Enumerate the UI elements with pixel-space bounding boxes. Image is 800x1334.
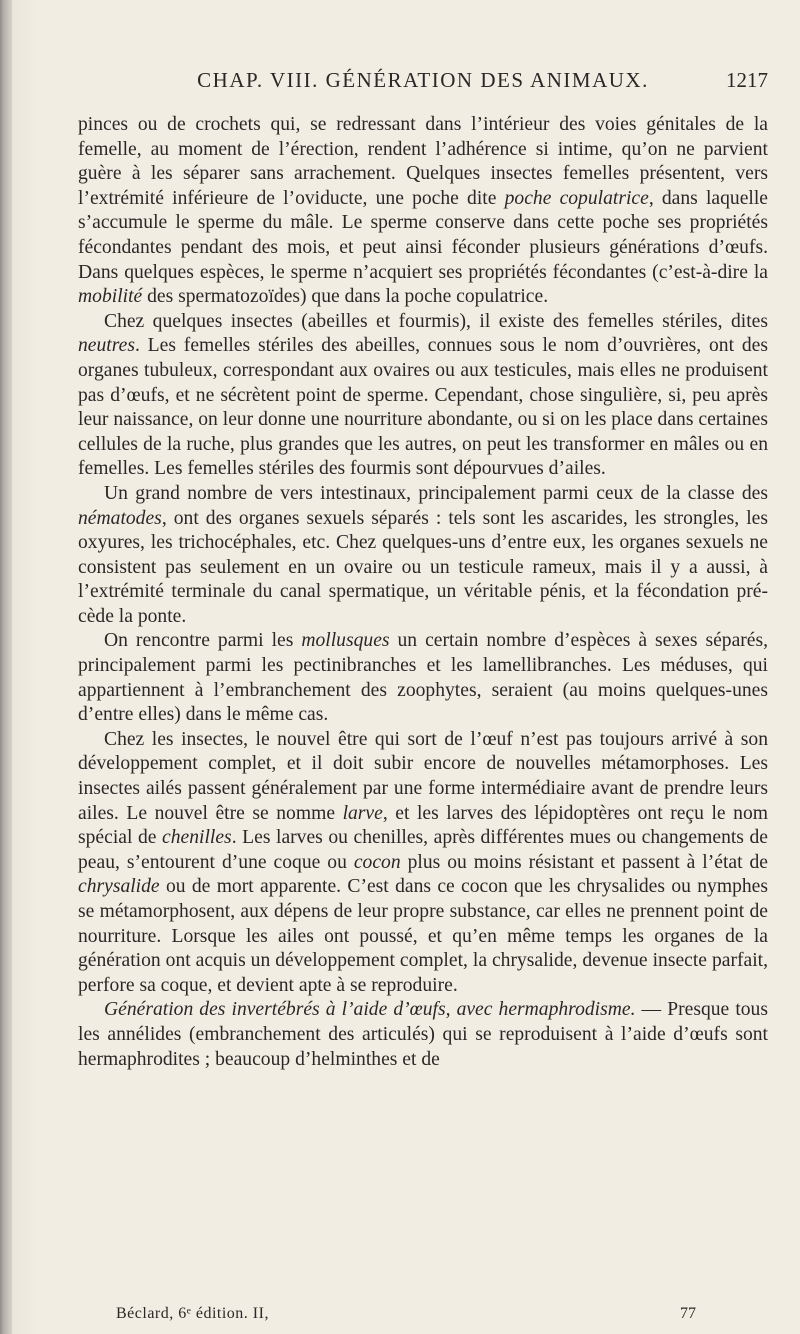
italic-term: neutres <box>78 335 135 357</box>
paragraph-6 <box>78 998 768 1072</box>
section-heading: Génération des invertébrés à l’aide d’œufs, avec hermaphrodisme. <box>104 999 636 1021</box>
paragraph-5 <box>78 728 768 999</box>
text-run: . Les femelles stériles des abeilles, connues sous le nom d’ouvrières, ont des organes tubuleux, correspondant aux ovaires ou aux testicules, mais elles ne produisent pas d’œufs, et ne sécrètent point de sperme. Cependant, chose singulière, si, peu après leur naissance, on leur donne une nourriture abondante, ou si on les place dans certaines cellules de la ruche, plus grandes que les autres, on peut les transformer en mâles ou en femelles. Les femelles stériles des fourmis sont dépourvues d’ailes. <box>78 335 768 480</box>
text-run: Chez quelques insectes (abeilles et fourmis), il existe des femelles stériles, dites <box>104 310 768 332</box>
page-footer <box>116 1305 696 1327</box>
italic-term: nématodes <box>78 507 162 529</box>
text-run: des spermatozoïdes) que dans la poche copulatrice. <box>142 286 549 308</box>
italic-term: mobilité <box>78 286 143 308</box>
paragraph-3 <box>78 482 768 630</box>
text-run: — Presque tous les annélides (embranchement des articulés) qui se reproduisent à l’aide d’œufs sont hermaphrodites ; beaucoup d’helminthes et de <box>78 999 768 1070</box>
text-run: pinces ou de crochets qui, se redressant dans l’intérieur des voies génitales de la femelle, au moment de l’érection, rendent l’adhérence si intime, qu’on ne parvient guère à les séparer sans arrachement. Quelques insectes femelles présentent, vers l’extrémité inférieure de l’oviducte, une poche dite <box>78 114 768 209</box>
page-number: 1217 <box>726 68 768 92</box>
paragraph-4 <box>78 629 768 727</box>
text-run: Un grand nombre de vers intestinaux, principalement parmi ceux de la classe des <box>104 482 768 504</box>
running-title: CHAP. VIII. GÉNÉRATION DES ANIMAUX. <box>197 68 649 92</box>
text-run: On rencontre parmi les <box>104 630 302 652</box>
running-header <box>78 68 768 96</box>
text-run: , dans laquelle s’accumule le sperme du mâle. Le sperme conserve dans cette poche ses propriétés fécondantes pendant des mois, et peut ainsi féconder plusieurs générations d’œufs. Dans quelques espèces, le sperme n’acquiert ses propriétés fécondantes (c’est-à-dire la <box>78 187 768 283</box>
page-body <box>78 113 768 1072</box>
italic-term: chrysalide <box>78 876 160 898</box>
page-spine-shadow <box>0 0 12 1334</box>
text-run: , et les larves des lépidoptères ont reçu le nom spécial de <box>78 802 768 849</box>
italic-term: cocon <box>353 851 401 873</box>
text-run: ou de mort apparente. C’est dans ce cocon que les chrysalides ou nymphes se métamorphosent, aux dépens de leur propre substance, car elles ne prennent point de nourriture. Lorsque les ailes ont poussé, et qu’en même temps les organes de la génération ont acquis un développement complet, la chrysalide, devenue insecte parfait, perfore sa coque, et devient apte à se reproduire. <box>78 876 768 996</box>
paragraph-2 <box>78 310 768 482</box>
italic-term: chenilles <box>162 827 232 849</box>
italic-term: mollusques <box>301 630 390 652</box>
text-run: . Les larves ou chenilles, après différentes mues ou changements de peau, s’entourent d’une coque ou <box>78 827 768 873</box>
text-run: , ont des organes sexuels séparés : tels sont les ascarides, les strongles, les oxyures, les trichocéphales, etc. Chez quelques-uns d’entre eux, les organes sexuels ne consistent pas seulement en un ovaire ou un testicule rameux, mais il y a aussi, à l’extrémité terminale du canal spermatique, un véritable pénis, et la fécondation précède la ponte. <box>78 507 768 627</box>
paragraph-1 <box>78 113 768 310</box>
text-run: un certain nombre d’espèces à sexes séparés, principalement parmi les pectinibranches et les lamellibranches. Les méduses, qui appartiennent à l’embranchement des zoophytes, seraient (au moins quelques-unes d’entre elles) dans le même cas. <box>78 630 769 726</box>
signature-number: 77 <box>680 1305 696 1322</box>
italic-term: larve <box>342 802 383 824</box>
text-run: Chez les insectes, le nouvel être qui sort de l’œuf n’est pas toujours arrivé à son développement complet, et il doit subir encore de nouvelles métamorphoses. Les insectes ailés passent généralement par une forme intermédiaire avant de prendre leurs ailes. Le nouvel être se nomme <box>78 728 768 824</box>
italic-term: poche copulatrice <box>504 187 649 209</box>
printer-signature: Béclard, 6ᵉ édition. II, <box>116 1305 269 1322</box>
text-run: plus ou moins résistant et passent à l’état de <box>400 851 768 873</box>
